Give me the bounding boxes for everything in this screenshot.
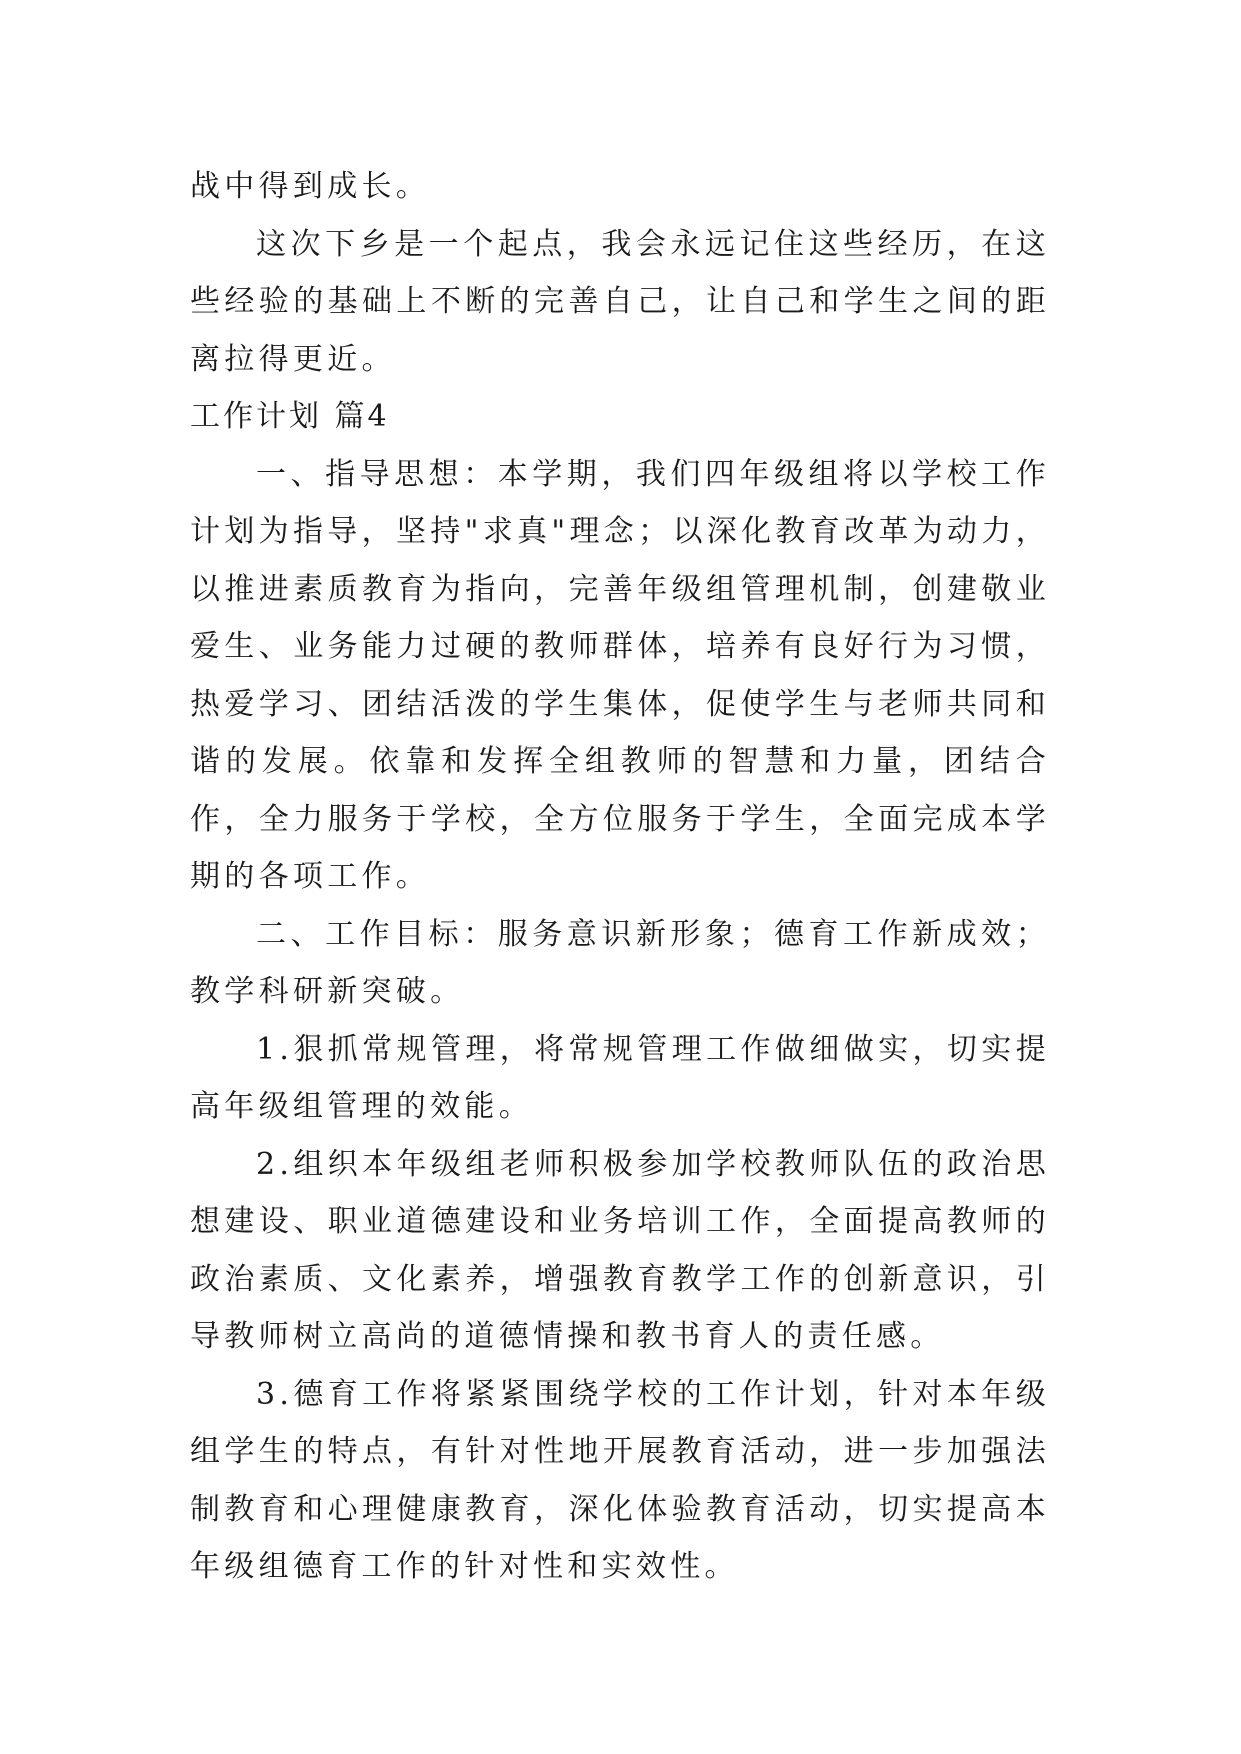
paragraph-item-2: 2.组织本年级组老师积极参加学校教师队伍的政治思想建设、职业道德建设和业务培训工作，全面提高教师的政治素质、文化素养，增强教育教学工作的创新意识，引导教师树立高尚的道德情操和教书育人的责任感。 bbox=[190, 1146, 1050, 1354]
paragraph-guiding-idea: 一、指导思想：本学期，我们四年级组将以学校工作计划为指导，坚持"求真"理念；以深化教育改革为动力，以推进素质教育为指向，完善年级组管理机制，创建敬业爱生、业务能力过硬的教师群体，培养有良好行为习惯，热爱学习、团结活泼的学生集体，促使学生与老师共同和谐的发展。依靠和发挥全组教师的智慧和力量，团结合作，全力服务于学校，全方位服务于学生，全面完成本学期的各项工作。 bbox=[190, 456, 1050, 894]
document-body bbox=[190, 158, 1050, 1596]
paragraph-item-1: 1.狠抓常规管理，将常规管理工作做细做实，切实提高年级组管理的效能。 bbox=[190, 1031, 1050, 1124]
paragraph-work-goals: 二、工作目标：服务意识新形象；德育工作新成效；教学科研新突破。 bbox=[190, 916, 1050, 1009]
paragraph-continuation: 战中得到成长。 bbox=[190, 169, 431, 204]
paragraph-item-3: 3.德育工作将紧紧围绕学校的工作计划，针对本年级组学生的特点，有针对性地开展教育活动，进一步加强法制教育和心理健康教育，深化体验教育活动，切实提高本年级组德育工作的针对性和实效性。 bbox=[190, 1376, 1050, 1584]
paragraph-reflection: 这次下乡是一个起点，我会永远记住这些经历，在这些经验的基础上不断的完善自己，让自己和学生之间的距离拉得更近。 bbox=[190, 226, 1050, 377]
section-heading: 工作计划 篇4 bbox=[190, 399, 390, 434]
